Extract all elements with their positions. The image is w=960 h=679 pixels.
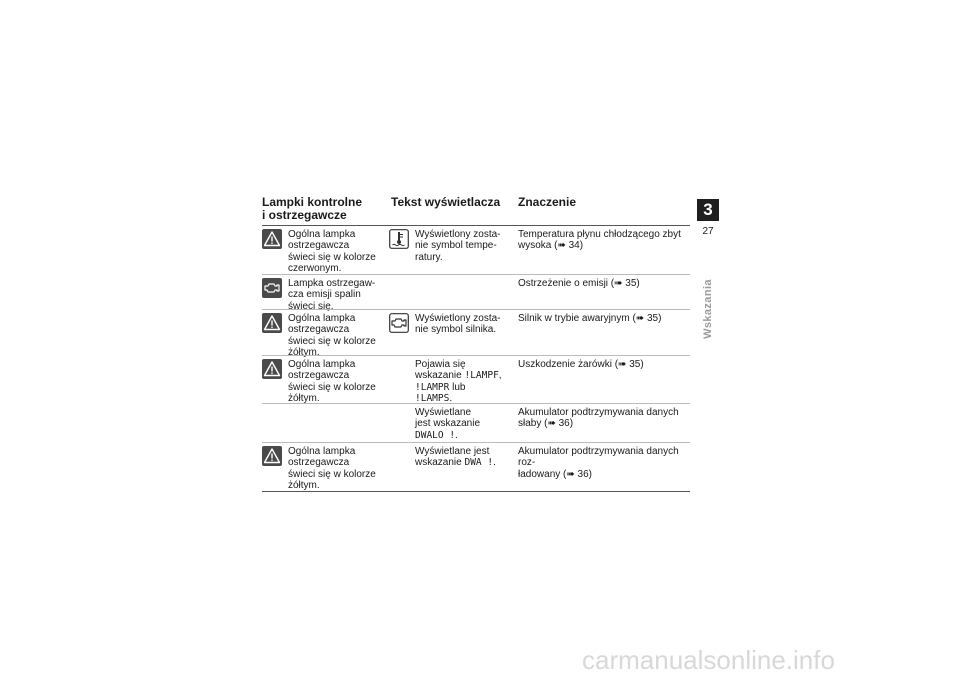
table-row	[262, 274, 690, 312]
display-code-dwalo: DWALO !	[415, 429, 456, 441]
table-row	[262, 355, 690, 403]
warning-triangle-icon	[262, 313, 282, 333]
display-code-lampr: !LAMPR	[415, 381, 450, 393]
lamp-description: Lampka ostrzegaw- cza emisji spalin świeci się.	[288, 278, 376, 312]
table-row	[262, 442, 690, 491]
display-text: Wyświetlony zosta- nie symbol tempe- ratury.	[415, 229, 501, 263]
display-text: Wyświetlony zosta- nie symbol silnika.	[415, 313, 501, 336]
meaning-text: Uszkodzenie żarówki (➠ 35)	[518, 359, 644, 370]
chapter-tab	[697, 199, 719, 362]
display-code-lamps: !LAMPS	[415, 393, 450, 405]
table-row	[262, 226, 690, 274]
lamp-description: Ogólna lampka ostrzegawcza świeci się w kolorze żółtym.	[288, 313, 376, 359]
display-text	[415, 359, 515, 405]
meaning-text: Temperatura płynu chłodzącego zbyt wysoka (➠ 34)	[518, 229, 681, 252]
display-text-prefix: Pojawia się wskazanie	[415, 359, 466, 382]
table-row	[262, 309, 690, 359]
header-meaning: Znaczenie	[518, 195, 577, 209]
warning-triangle-icon	[262, 229, 282, 249]
meaning-text: Akumulator podtrzymywania danych słaby (➠ 36)	[518, 407, 679, 430]
display-text-prefix: Wyświetlane jest wskazanie	[415, 407, 481, 430]
table-row	[262, 403, 690, 442]
display-end: .	[493, 457, 496, 469]
display-end: .	[449, 393, 453, 405]
display-text	[415, 446, 515, 469]
lamp-description: Ogólna lampka ostrzegawcza świeci się w kolorze żółtym.	[288, 446, 376, 492]
header-lamps: Lampki kontrolne i ostrzegawcze	[262, 195, 363, 222]
display-code-dwa: DWA !	[464, 457, 494, 469]
watermark: carmanualsonline.info	[582, 645, 835, 675]
chapter-number: 3	[697, 199, 719, 221]
chapter-label: Wskazania	[702, 279, 714, 339]
meaning-text: Silnik w trybie awaryjnym (➠ 35)	[518, 313, 662, 324]
display-separator: ,	[498, 370, 502, 382]
indicator-table	[262, 225, 690, 492]
display-separator: lub	[449, 381, 466, 393]
display-text-prefix: Wyświetlane jest wskazanie	[415, 446, 490, 469]
engine-icon	[389, 313, 409, 333]
display-end: .	[455, 429, 458, 441]
engine-emission-icon	[262, 278, 282, 298]
display-text	[415, 407, 515, 441]
header-display-text: Tekst wyświetlacza	[391, 195, 501, 209]
meaning-text: Akumulator podtrzymywania danych roz- ładowany (➠ 36)	[518, 446, 679, 480]
display-code-lampf: !LAMPF	[464, 370, 499, 382]
coolant-temperature-icon	[389, 229, 409, 249]
lamp-description: Ogólna lampka ostrzegawcza świeci się w kolorze czerwonym.	[288, 229, 376, 275]
lamp-description: Ogólna lampka ostrzegawcza świeci się w kolorze żółtym.	[288, 359, 376, 405]
warning-triangle-icon	[262, 446, 282, 466]
warning-triangle-icon	[262, 359, 282, 379]
meaning-text: Ostrzeżenie o emisji (➠ 35)	[518, 278, 640, 289]
page-number: 27	[702, 226, 714, 237]
